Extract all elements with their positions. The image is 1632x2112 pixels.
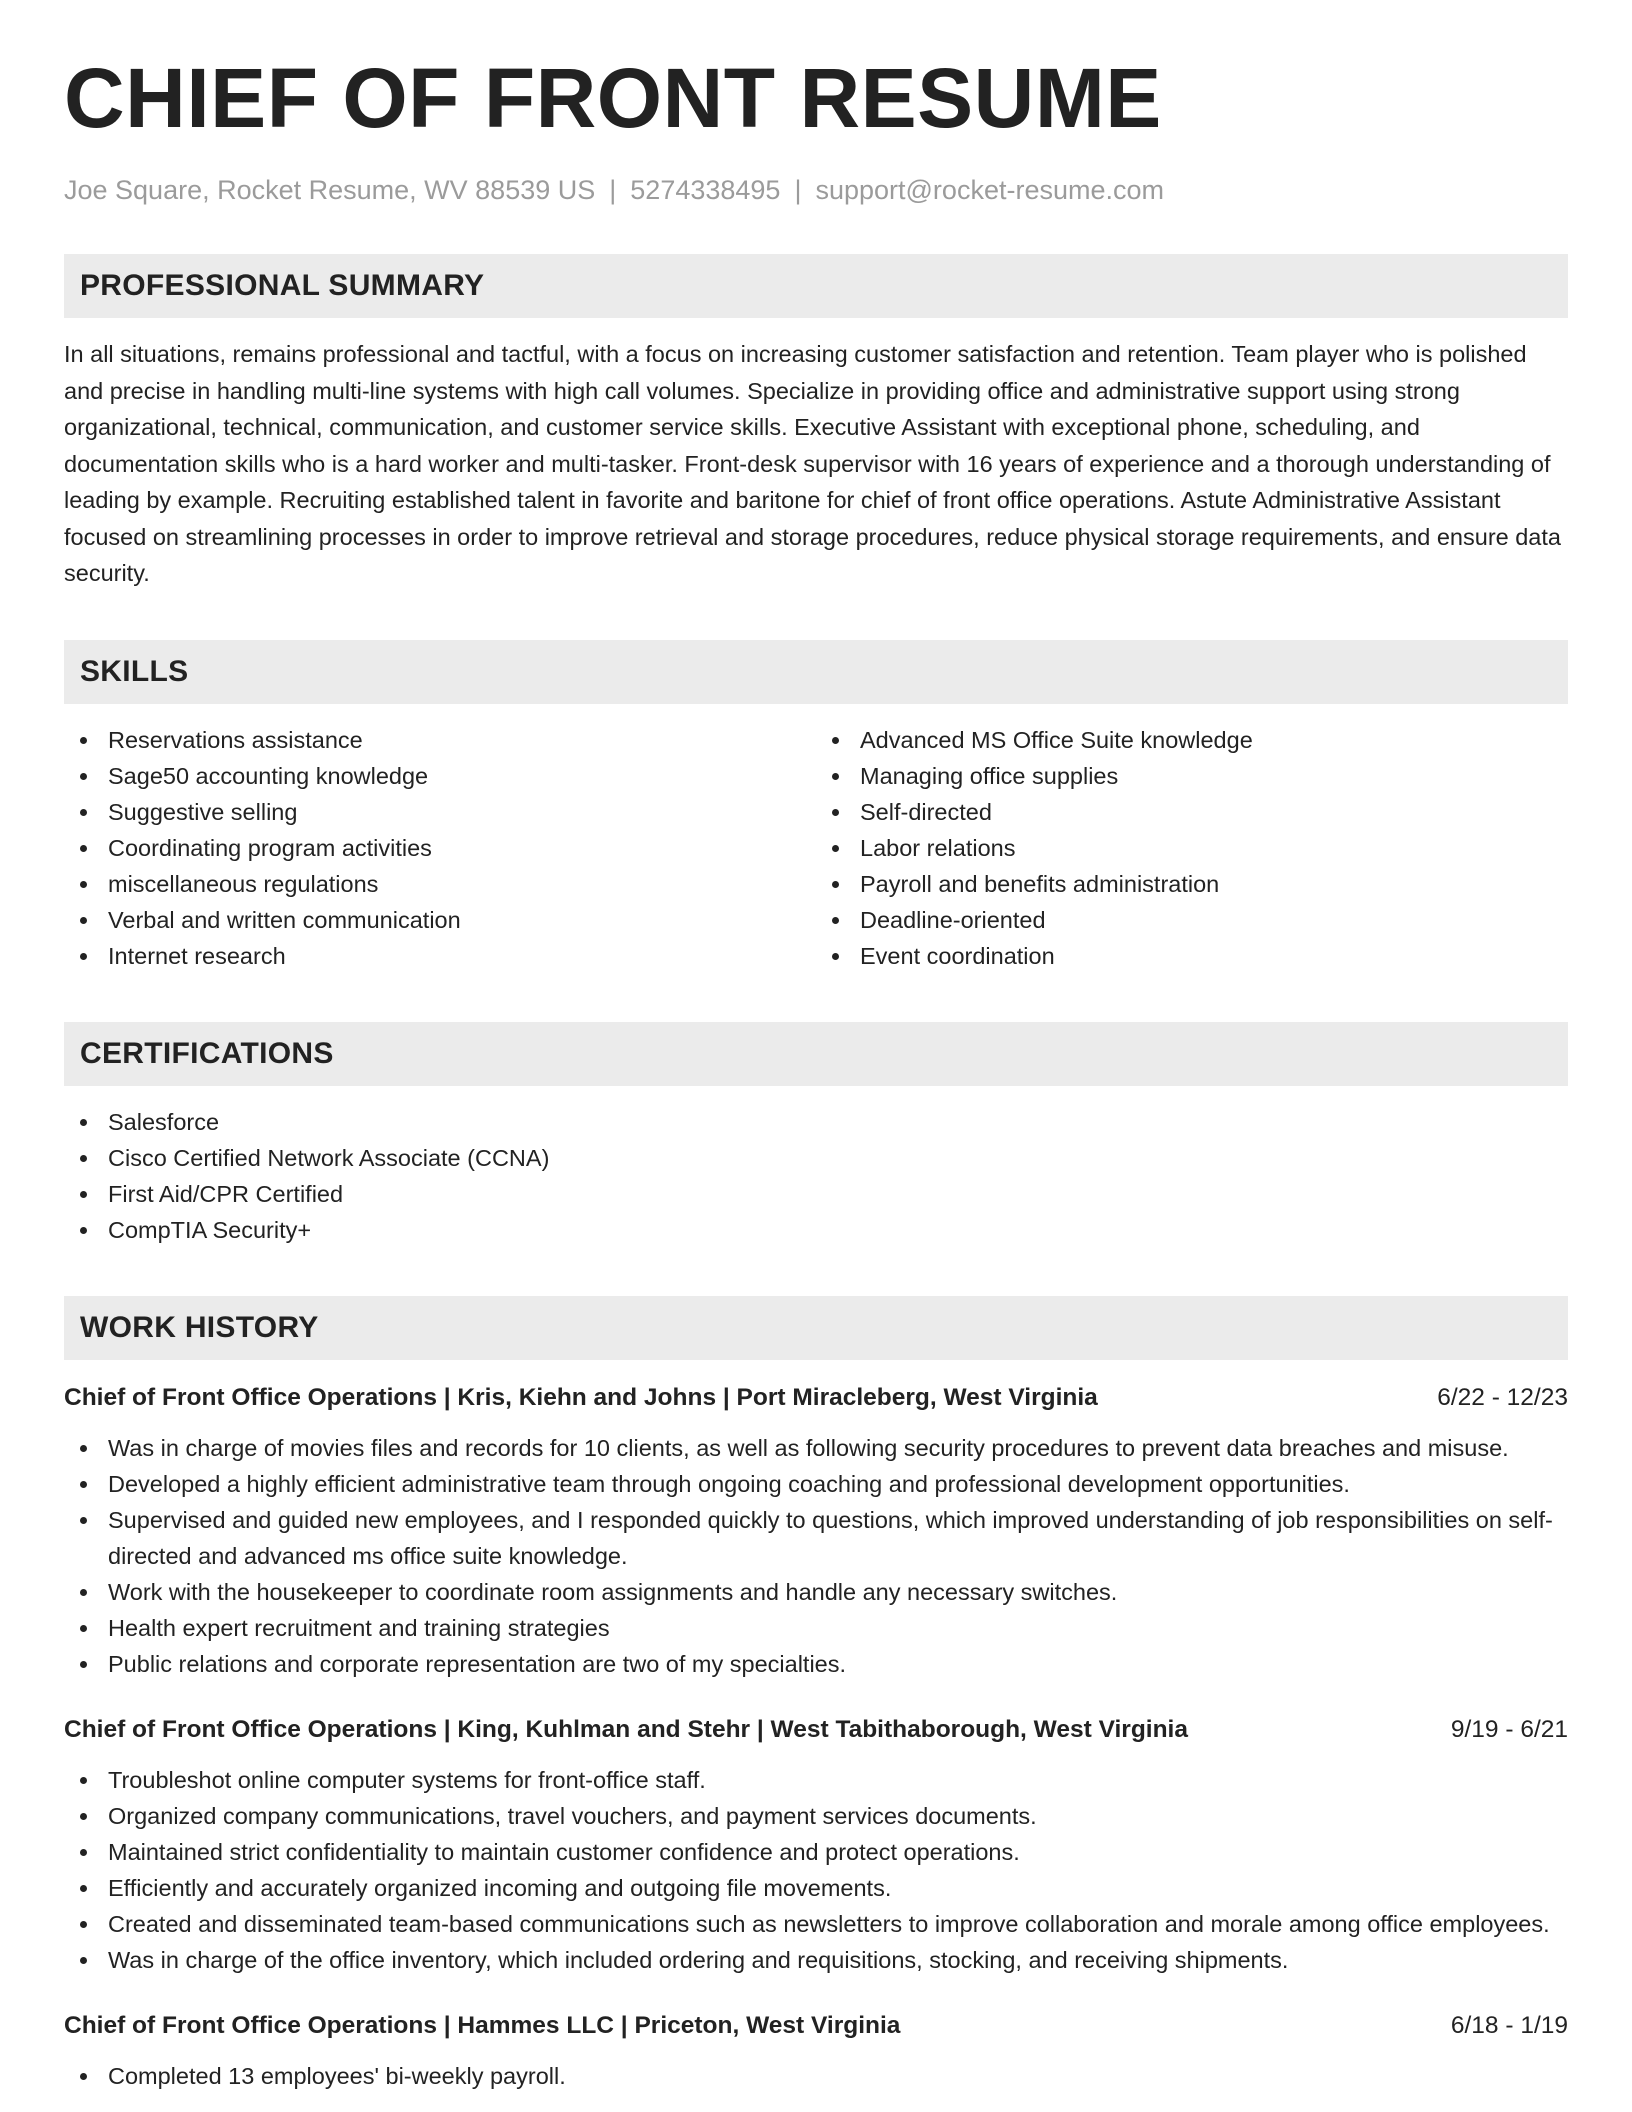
job-bullets bbox=[64, 2058, 1568, 2094]
skill-item: Self-directed bbox=[816, 794, 1568, 830]
job-bullet: Efficiently and accurately organized incoming and outgoing file movements. bbox=[64, 1870, 1568, 1906]
summary-text: In all situations, remains professional and tactful, with a focus on increasing customer satisfaction and retention. Team player who is polished and precise in handling multi-line systems with high call volumes. Specialize in providing office and administrative support using strong organizational, technical, communication, and customer service skills. Executive Assistant with exceptional phone, scheduling, and documentation skills who is a hard worker and multi-tasker. Front-desk supervisor with 16 years of experience and a thorough understanding of leading by example. Recruiting established talent in favorite and baritone for chief of front office operations. Astute Administrative Assistant focused on streamlining processes in order to improve retrieval and storage procedures, reduce physical storage requirements, and ensure data security. bbox=[64, 341, 1561, 587]
skill-item: Reservations assistance bbox=[64, 722, 816, 758]
summary-section-header bbox=[64, 254, 1568, 318]
job-header bbox=[64, 2008, 1568, 2044]
job-bullet: Completed 13 employees' bi-weekly payroll. bbox=[64, 2058, 1568, 2094]
job-entry bbox=[64, 1712, 1568, 1978]
job-bullets bbox=[64, 1762, 1568, 1978]
contact-email: support@rocket-resume.com bbox=[815, 175, 1164, 205]
job-header bbox=[64, 1712, 1568, 1748]
job-bullet: Public relations and corporate representation are two of my specialties. bbox=[64, 1646, 1568, 1682]
job-bullet: Organized company communications, travel vouchers, and payment services documents. bbox=[64, 1798, 1568, 1834]
certification-item: First Aid/CPR Certified bbox=[64, 1176, 1568, 1212]
skill-item: Coordinating program activities bbox=[64, 830, 816, 866]
skill-item: Event coordination bbox=[816, 938, 1568, 974]
job-entry bbox=[64, 1380, 1568, 1682]
job-header bbox=[64, 1380, 1568, 1416]
work-history-heading: WORK HISTORY bbox=[80, 1310, 319, 1344]
job-bullet: Health expert recruitment and training strategies bbox=[64, 1610, 1568, 1646]
job-bullet: Developed a highly efficient administrative team through ongoing coaching and professional development opportunities. bbox=[64, 1466, 1568, 1502]
skill-item: Payroll and benefits administration bbox=[816, 866, 1568, 902]
contact-address: Joe Square, Rocket Resume, WV 88539 US bbox=[64, 175, 596, 205]
job-title: Chief of Front Office Operations | Hammes LLC | Priceton, West Virginia bbox=[64, 2011, 901, 2039]
job-dates: 9/19 - 6/21 bbox=[1450, 1715, 1568, 1743]
summary-heading: PROFESSIONAL SUMMARY bbox=[80, 269, 485, 303]
skill-item: Advanced MS Office Suite knowledge bbox=[816, 722, 1568, 758]
job-bullet: Was in charge of movies files and records for 10 clients, as well as following security procedures to prevent data breaches and misuse. bbox=[64, 1430, 1568, 1466]
skill-item: Sage50 accounting knowledge bbox=[64, 758, 816, 794]
job-bullet: Was in charge of the office inventory, which included ordering and requisitions, stocking, and receiving shipments. bbox=[64, 1942, 1568, 1978]
skill-item: Internet research bbox=[64, 938, 816, 974]
job-bullet: Created and disseminated team-based communications such as newsletters to improve collaboration and morale among office employees. bbox=[64, 1906, 1568, 1942]
job-bullet: Troubleshot online computer systems for front-office staff. bbox=[64, 1762, 1568, 1798]
skill-item: Managing office supplies bbox=[816, 758, 1568, 794]
job-entry bbox=[64, 2008, 1568, 2094]
job-dates: 6/22 - 12/23 bbox=[1437, 1383, 1568, 1411]
job-dates: 6/18 - 1/19 bbox=[1450, 2011, 1568, 2039]
skills-heading: SKILLS bbox=[80, 654, 189, 688]
contact-separator: | bbox=[794, 175, 802, 205]
certification-item: Cisco Certified Network Associate (CCNA) bbox=[64, 1140, 1568, 1176]
skill-item: Deadline-oriented bbox=[816, 902, 1568, 938]
certification-item: Salesforce bbox=[64, 1104, 1568, 1140]
certifications-list bbox=[64, 1104, 1568, 1248]
job-bullet: Supervised and guided new employees, and I responded quickly to questions, which improved understanding of job responsibilities on self-directed and advanced ms office suite knowledge. bbox=[64, 1502, 1568, 1574]
certifications-heading: CERTIFICATIONS bbox=[80, 1036, 334, 1070]
skill-item: Labor relations bbox=[816, 830, 1568, 866]
work-history-section-header bbox=[64, 1296, 1568, 1360]
skill-item: Suggestive selling bbox=[64, 794, 816, 830]
skills-column-left bbox=[64, 722, 816, 974]
skill-item: miscellaneous regulations bbox=[64, 866, 816, 902]
contact-line bbox=[64, 174, 1568, 206]
skill-item: Verbal and written communication bbox=[64, 902, 816, 938]
contact-separator: | bbox=[609, 175, 617, 205]
job-bullets bbox=[64, 1430, 1568, 1682]
certification-item: CompTIA Security+ bbox=[64, 1212, 1568, 1248]
contact-phone: 5274338495 bbox=[630, 175, 781, 205]
job-bullet: Maintained strict confidentiality to maintain customer confidence and protect operations. bbox=[64, 1834, 1568, 1870]
skills-list bbox=[64, 722, 1568, 974]
certifications-section-header bbox=[64, 1022, 1568, 1086]
resume-title: CHIEF OF FRONT RESUME bbox=[64, 51, 1162, 145]
skills-section-header bbox=[64, 640, 1568, 704]
job-title: Chief of Front Office Operations | King, Kuhlman and Stehr | West Tabithaborough, West Virginia bbox=[64, 1715, 1188, 1743]
job-bullet: Work with the housekeeper to coordinate room assignments and handle any necessary switches. bbox=[64, 1574, 1568, 1610]
job-title: Chief of Front Office Operations | Kris, Kiehn and Johns | Port Miracleberg, West Virginia bbox=[64, 1383, 1098, 1411]
skills-column-right bbox=[816, 722, 1568, 974]
